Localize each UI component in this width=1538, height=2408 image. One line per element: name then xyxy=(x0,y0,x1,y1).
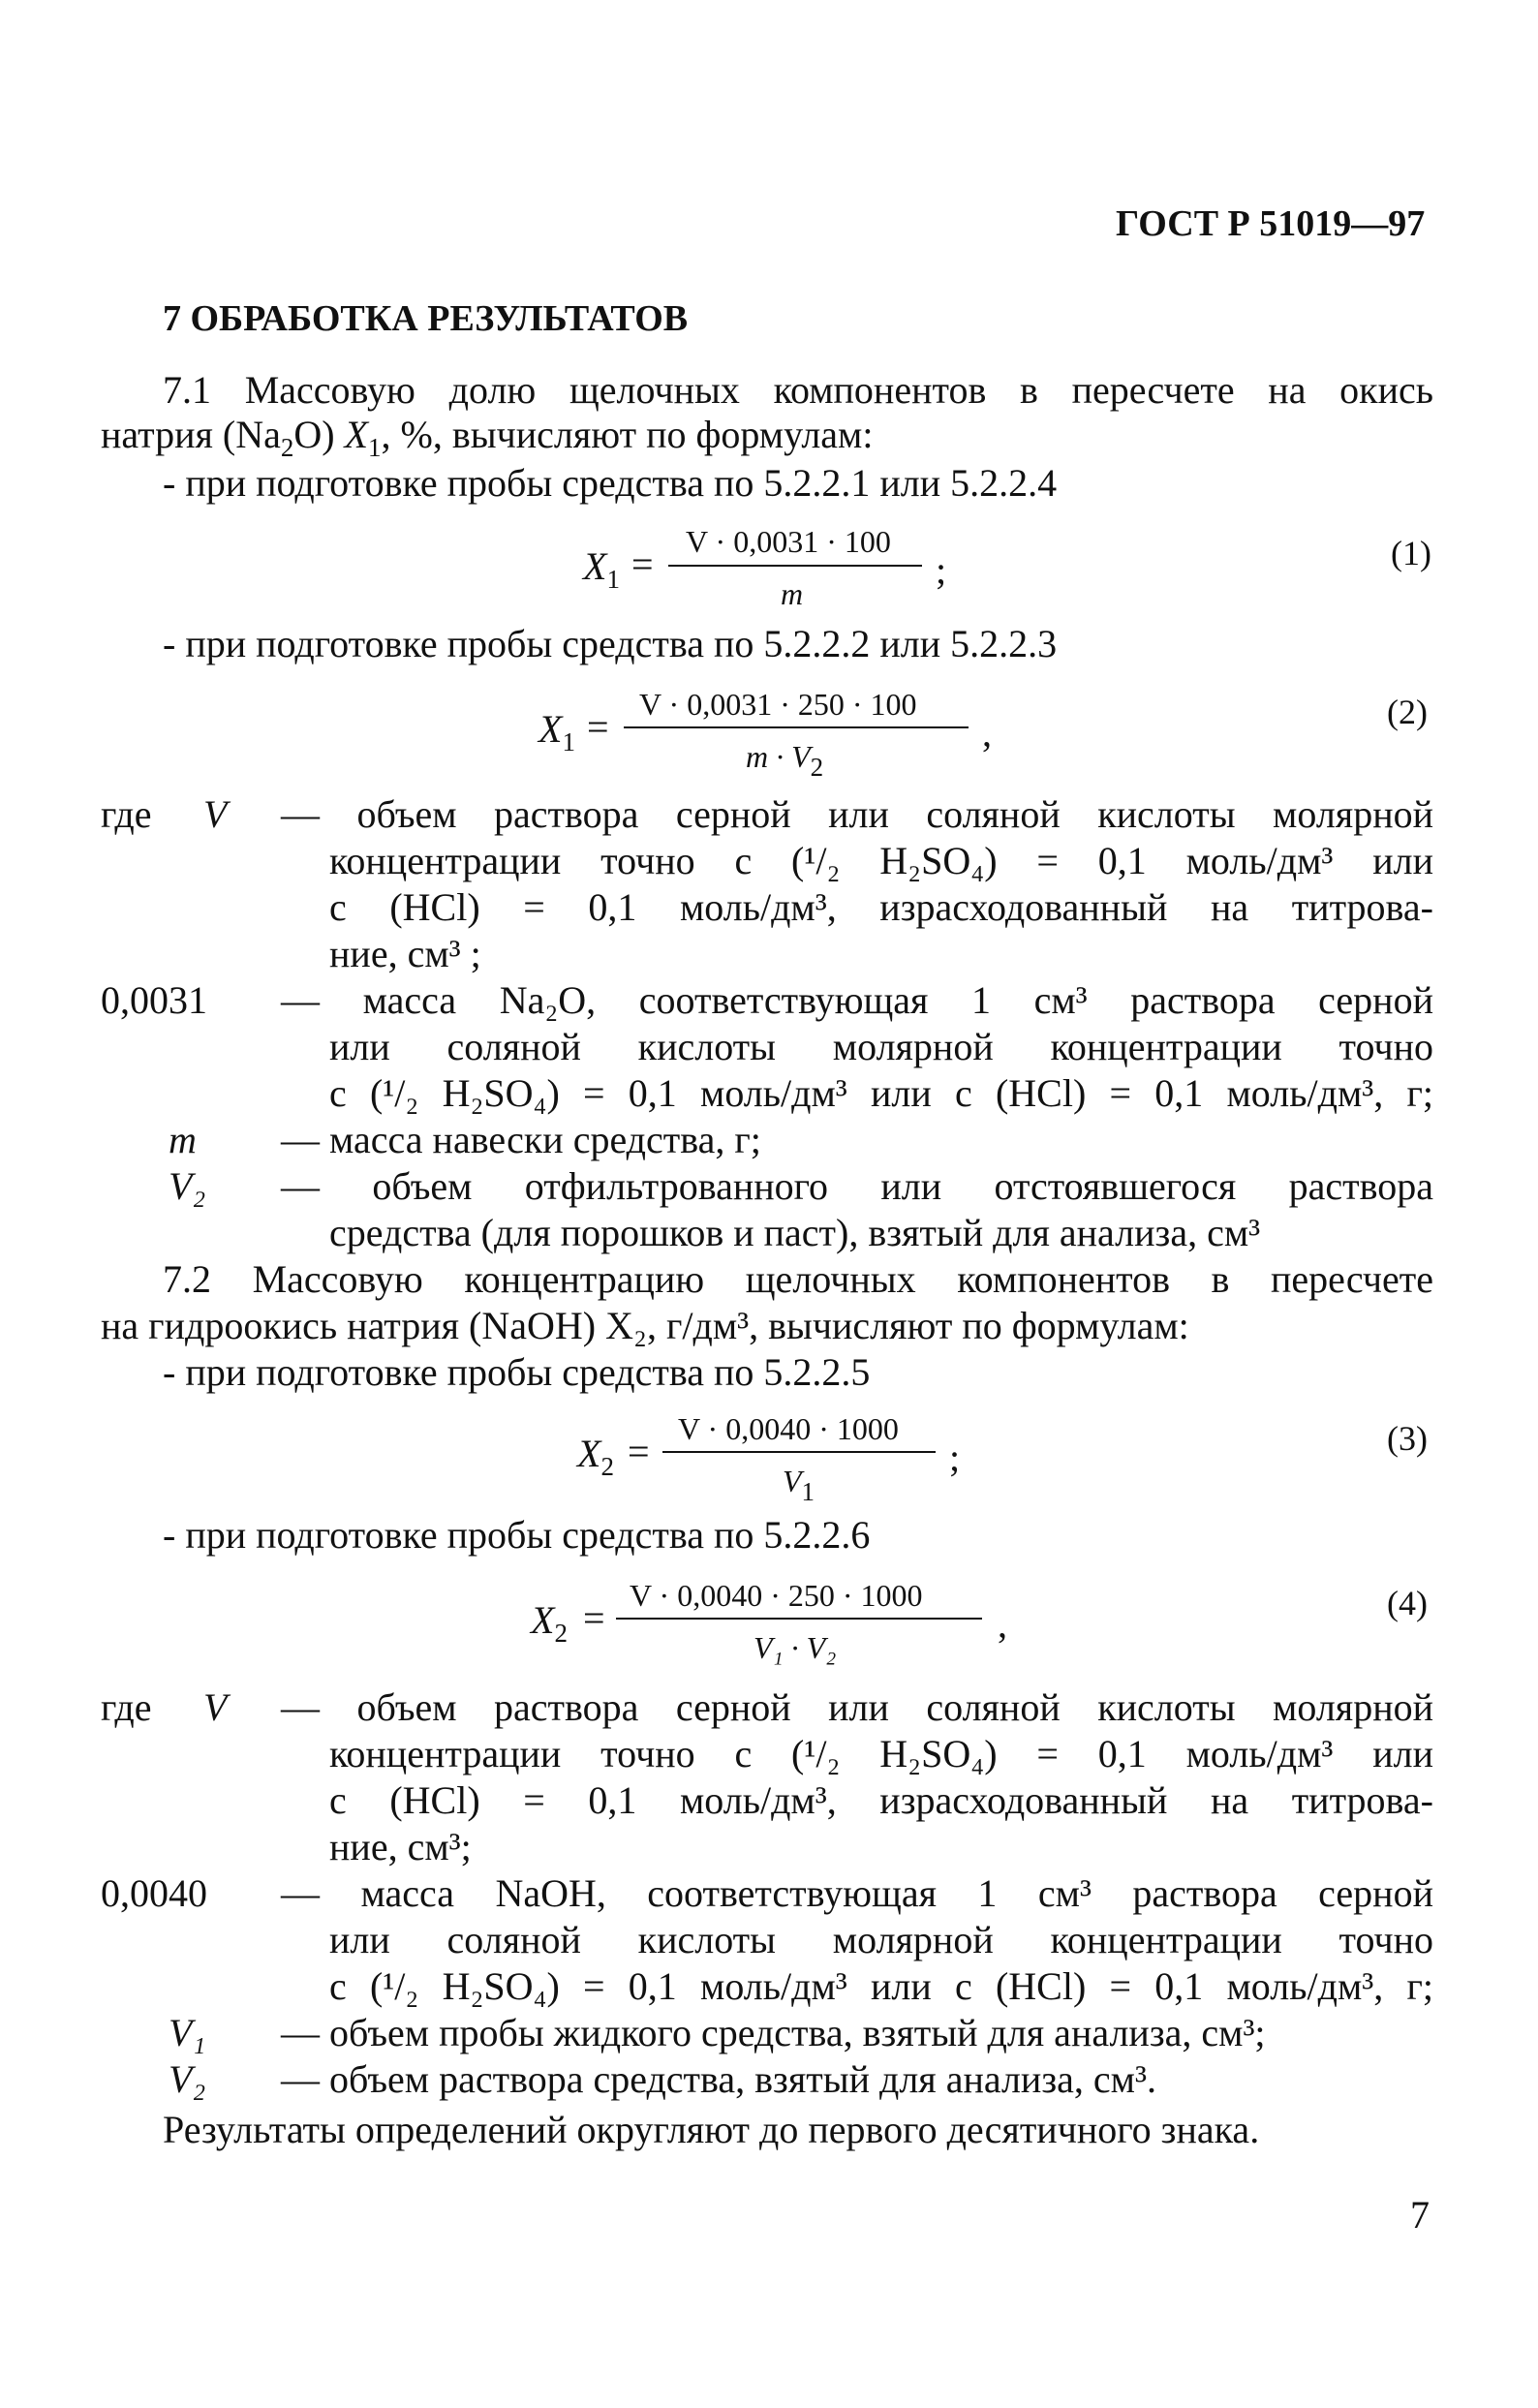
case-5-2-2-2: - при подготовке пробы средства по 5.2.2.2 или 5.2.2.3 xyxy=(163,622,1058,665)
paragraph-7-2-line2: на гидроокись натрия (NaOH) X₂, г/дм³, вычисляют по формулам: xyxy=(101,1304,1189,1347)
symbol-v1: V₁ xyxy=(169,2011,206,2054)
equation-number-2: (2) xyxy=(1387,693,1428,731)
paragraph-7-2-line1: 7.2 Массовую концентрацию щелочных компонентов в пересчете xyxy=(163,1257,1433,1301)
formula-2-numerator: V · 0,0031 · 250 · 100 xyxy=(639,687,917,722)
formula-1-lhs: $X_1$ xyxy=(583,544,620,594)
formula-4-numerator: V · 0,0040 · 250 · 1000 xyxy=(630,1578,923,1613)
formula-3-lhs: $X_2$ xyxy=(577,1432,614,1481)
symbol-v: V xyxy=(203,1685,228,1729)
document-header: ГОСТ Р 51019—97 xyxy=(1116,203,1426,244)
formula-2-denominator: $m \cdot V_2$ xyxy=(746,739,824,782)
formula-3-denominator: $V_1$ xyxy=(783,1464,815,1506)
closing-sentence: Результаты определений округляют до первого десятичного знака. xyxy=(163,2108,1260,2151)
formula-1-numerator: V · 0,0031 · 100 xyxy=(686,524,891,559)
equation-number-1: (1) xyxy=(1391,534,1431,572)
equation-number-4: (4) xyxy=(1387,1584,1428,1622)
case-5-2-2-5: - при подготовке пробы средства по 5.2.2.5 xyxy=(163,1350,871,1394)
symbol-v2: V₂ xyxy=(169,2057,206,2101)
formula-2-lhs: $X_1$ xyxy=(538,707,575,756)
symbol-v2: V₂ xyxy=(169,1164,206,1208)
symbol-0-0031: 0,0031 xyxy=(101,978,207,1022)
paragraph-7-1-line2: натрия $(Na_2O)$ $X_1$, %, вычисляют по формулам: xyxy=(101,413,874,462)
case-5-2-2-6: - при подготовке пробы средства по 5.2.2.6 xyxy=(163,1513,871,1557)
formula-3-numerator: V · 0,0040 · 1000 xyxy=(678,1411,899,1446)
paragraph-7-1-line1: 7.1 Массовую долю щелочных компонентов в пересчете на окись xyxy=(163,368,1433,412)
symbol-v: V xyxy=(203,792,228,836)
page-number: 7 xyxy=(1410,2193,1430,2237)
section-title: 7 ОБРАБОТКА РЕЗУЛЬТАТОВ xyxy=(163,298,689,339)
formula-4-denominator: V₁ · V₂ xyxy=(754,1630,837,1665)
formula-1-denominator: m xyxy=(781,576,804,611)
symbol-0-0040: 0,0040 xyxy=(101,1871,207,1915)
symbol-m: m xyxy=(169,1118,197,1161)
equation-number-3: (3) xyxy=(1387,1419,1428,1458)
case-5-2-2-1: - при подготовке пробы средства по 5.2.2.1 или 5.2.2.4 xyxy=(163,461,1058,505)
formula-4-lhs: $X_2$ xyxy=(531,1598,568,1648)
